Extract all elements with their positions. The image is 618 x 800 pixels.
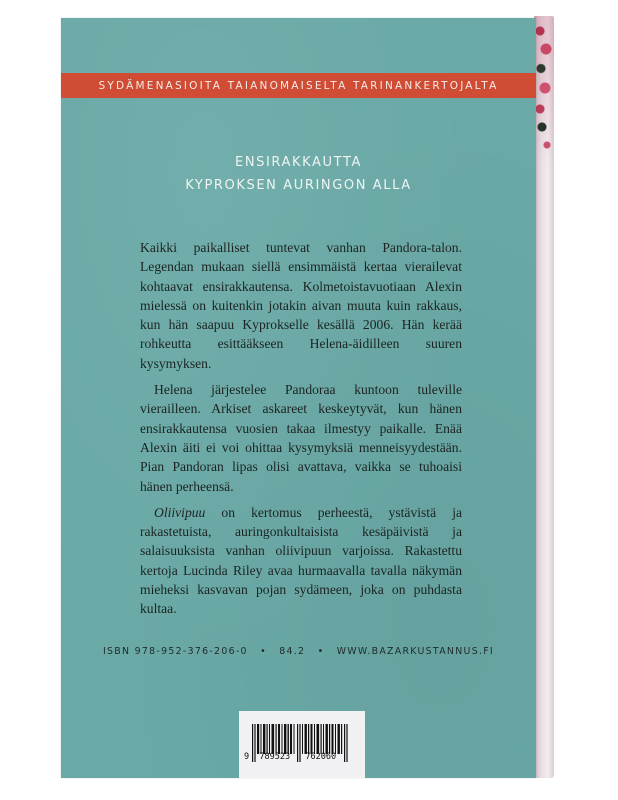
publication-info	[61, 646, 536, 657]
bullet-separator: •	[260, 646, 267, 657]
isbn-text: ISBN 978-952-376-206-0	[102, 646, 248, 657]
barcode-label	[239, 711, 365, 778]
blurb	[140, 238, 462, 619]
tagline-text: SYDÄMENASIOITA TAIANOMAISELTA TARINANKERTOJALTA	[98, 79, 499, 92]
book-title-italic: Oliivipuu	[154, 504, 206, 520]
book-back-cover	[61, 18, 536, 778]
spine-floral-pattern	[534, 16, 554, 166]
classification-code: 84.2	[279, 646, 306, 657]
book-spine	[534, 16, 554, 778]
blurb-paragraph-3-text: on kertomus perheestä, ystävistä ja rakastetuista, auringonkultaisista kesäpäivistä ja salaisuuksista vanhan oliivipuun varjoissa. Rakastettu kertoja Lucinda Riley avaa hurmaavalla tavalla näkymän mieheksi kasvavan pojan sydämeen, joka on puhdasta kultaa.	[140, 504, 462, 617]
headline-line-2: KYPROKSEN AURINGON ALLA	[185, 178, 412, 193]
headline-line-1: ENSIRAKKAUTTA	[235, 155, 362, 170]
barcode-digits: 9 789523 762060	[244, 752, 337, 762]
tagline-band	[61, 73, 536, 98]
blurb-paragraph-1: Kaikki paikalliset tuntevat vanhan Pandora-talon. Legendan mukaan siellä ensimmäistä kertaa vierailevat kohtaavat ensirakkautensa. Kolmetoistavuotiaan Alexin mielessä on kuitenkin jotakin aivan muuta kuin rakkaus, kun hän saapuu Kyprokselle kesällä 2006. Hän kerää rohkeutta esittääkseen Helena-äidilleen suuren kysymyksen.	[140, 240, 462, 371]
blurb-paragraph-3	[140, 503, 462, 619]
bullet-separator: •	[317, 646, 325, 657]
publisher-website: WWW.BAZARKUSTANNUS.FI	[336, 646, 494, 657]
headline	[61, 151, 536, 197]
blurb-paragraph-2: Helena järjestelee Pandoraa kuntoon tuleville vierailleen. Arkiset askareet keskeytyvät, kun hänen ensirakkautensa vuosien takaa ilmestyy paikalle. Enää Alexin äiti ei voi ohittaa kysymyksiä menneisyydestään. Pian Pandoran lipas olisi avattava, vaikka se tuhoaisi hänen perheensä.	[140, 382, 462, 494]
